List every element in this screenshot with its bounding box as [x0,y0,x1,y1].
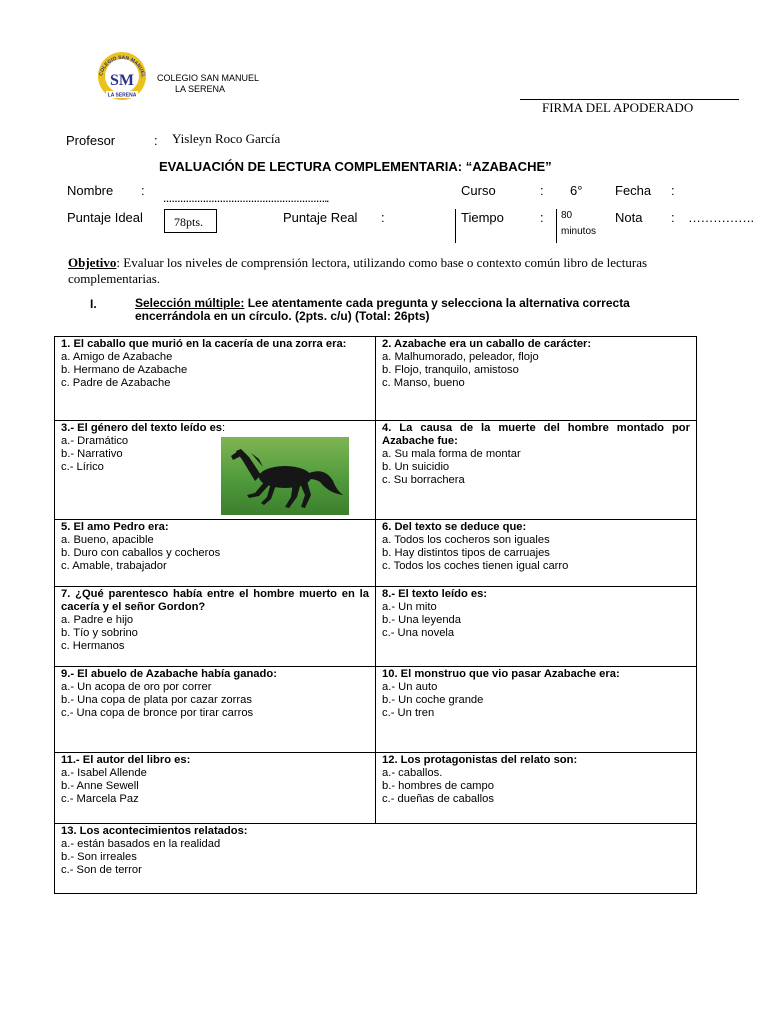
option[interactable]: b. Hermano de Azabache [61,364,188,376]
profesor-sep: : [154,133,158,148]
option[interactable]: b.- Una leyenda [382,614,461,626]
option[interactable]: b.- Una copa de plata por cazar zorras [61,694,252,706]
section-numeral: I. [90,297,97,311]
option[interactable]: b.- Narrativo [61,448,123,460]
option[interactable]: c. Amable, trabajador [61,560,167,572]
school-seal-logo [92,49,152,101]
option[interactable]: c.- Una copa de bronce por tirar carros [61,707,254,719]
puntaje-real-sep: : [381,210,385,225]
divider-line [556,209,557,243]
nombre-field[interactable]: ………………………………………………….. [163,194,329,204]
puntaje-ideal-label: Puntaje Ideal [67,210,143,225]
horse-image [221,437,349,515]
question-8: 8.- El texto leído es: a.- Un mito b.- Una leyenda c.- Una novela [376,587,696,640]
option[interactable]: a.- Dramático [61,435,129,447]
curso-sep: : [540,183,544,198]
curso-value: 6° [570,183,583,198]
page-title: EVALUACIÓN DE LECTURA COMPLEMENTARIA: “AZABACHE” [159,159,552,174]
option[interactable]: b. Hay distintos tipos de carruajes [382,547,550,559]
option[interactable]: c. Su borrachera [382,474,465,486]
profesor-name: Yisleyn Roco García [172,131,281,146]
option[interactable]: a. Su mala forma de montar [382,448,521,460]
option[interactable]: a.- Un mito [382,601,437,613]
section-instructions: Lee atentamente cada pregunta y selecciona la alternativa correcta encerrándola en un círculo. (2pts. c/u) (Total: 26pts) [135,296,630,323]
question-2: 2. Azabache era un caballo de carácter: a. Malhumorado, peleador, flojo b. Flojo, tranquilo, amistoso c. Manso, bueno [376,337,696,390]
option[interactable]: a. Bueno, apacible [61,534,154,546]
tiempo-label: Tiempo [461,210,504,225]
seal-text-bottom: LA SERENA [107,92,137,99]
nombre-label: Nombre [67,183,114,198]
school-name: COLEGIO SAN MANUEL LA SERENA [157,73,260,94]
option[interactable]: b. Duro con caballos y cocheros [61,547,221,559]
tiempo-sep: : [540,210,544,225]
option[interactable]: b.- Un coche grande [382,694,484,706]
puntaje-ideal-box: 78pts. [164,209,217,233]
option[interactable]: a.- están basados en la realidad [61,838,221,850]
divider-line [455,209,456,243]
nota-field[interactable]: ……………. [688,210,754,225]
signature-label: FIRMA DEL APODERADO [542,100,694,115]
fecha-sep: : [671,183,675,198]
section-heading [135,297,680,323]
fecha-label: Fecha [615,183,652,198]
question-9: 9.- El abuelo de Azabache había ganado: a.- Un acopa de oro por correr b.- Una copa de plata por cazar zorras c.- Una copa de bronce por tirar carros [55,667,375,720]
option[interactable]: a. Amigo de Azabache [61,351,173,363]
option[interactable]: c. Todos los coches tienen igual carro [382,560,569,572]
question-13: 13. Los acontecimientos relatados: a.- están basados en la realidad b.- Son irreales c.- Son de terror [55,824,696,877]
questions-table [54,336,697,894]
objective [68,255,693,287]
option[interactable]: a.- Isabel Allende [61,767,147,779]
puntaje-real-label: Puntaje Real [283,210,358,225]
section-title: Selección múltiple: [135,296,245,310]
option[interactable]: b. Un suicidio [382,461,450,473]
table-column-divider [375,337,376,823]
seal-monogram: SM [110,72,134,89]
tiempo-value: 80 [561,210,573,221]
option[interactable]: b.- Son irreales [61,851,137,863]
nota-sep: : [671,210,675,225]
question-3: 3.- El género del texto leído es: a.- Dramático b.- Narrativo c.- Lírico [55,421,375,474]
option[interactable]: c.- Un tren [382,707,435,719]
option[interactable]: c.- Marcela Paz [61,793,139,805]
objective-label: Objetivo [68,255,117,270]
objective-text: : Evaluar los niveles de comprensión lectora, utilizando como base o contexto común libro de lecturas complementarias. [68,255,648,286]
option[interactable]: c.- dueñas de caballos [382,793,494,805]
option[interactable]: a.- Un acopa de oro por correr [61,681,212,693]
nota-label: Nota [615,210,643,225]
option[interactable]: c.- Una novela [382,627,455,639]
question-7: 7. ¿Qué parentesco había entre el hombre muerto en la cacería y el señor Gordon? a. Padre e hijo b. Tío y sobrino c. Hermanos [61,588,369,652]
question-4: 4. La causa de la muerte del hombre montado por Azabache fue: a. Su mala forma de montar b. Un suicidio c. Su borrachera [382,422,690,486]
option[interactable]: a. Todos los cocheros son iguales [382,534,550,546]
option[interactable]: b. Tío y sobrino [61,627,138,639]
option[interactable]: c. Hermanos [61,640,125,652]
option[interactable]: b.- hombres de campo [382,780,494,792]
option[interactable]: b. Flojo, tranquilo, amistoso [382,364,519,376]
tiempo-unit: minutos [561,226,597,237]
option[interactable]: a.- Un auto [382,681,438,693]
question-5: 5. El amo Pedro era: a. Bueno, apacible b. Duro con caballos y cocheros c. Amable, trabajador [55,520,375,573]
option[interactable]: c. Manso, bueno [382,377,465,389]
seal-text-top: COLEGIO SAN MANUEL [98,54,146,78]
profesor-label: Profesor [66,133,116,148]
option[interactable]: c.- Son de terror [61,864,142,876]
option[interactable]: a.- caballos. [382,767,443,779]
nombre-sep: : [141,183,145,198]
question-6: 6. Del texto se deduce que: a. Todos los cocheros son iguales b. Hay distintos tipos de carruajes c. Todos los coches tienen igual carro [376,520,696,573]
question-11: 11.- El autor del libro es: a.- Isabel Allende b.- Anne Sewell c.- Marcela Paz [55,753,375,806]
curso-label: Curso [461,183,496,198]
question-12: 12. Los protagonistas del relato son: a.- caballos. b.- hombres de campo c.- dueñas de caballos [376,753,696,806]
option[interactable]: b.- Anne Sewell [61,780,139,792]
question-1: 1. El caballo que murió en la cacería de una zorra era: a. Amigo de Azabache b. Hermano de Azabache c. Padre de Azabache [55,337,375,390]
option[interactable]: a. Malhumorado, peleador, flojo [382,351,539,363]
option[interactable]: c.- Lírico [61,461,104,473]
option[interactable]: a. Padre e hijo [61,614,134,626]
option[interactable]: c. Padre de Azabache [61,377,171,389]
question-10: 10. El monstruo que vio pasar Azabache era: a.- Un auto b.- Un coche grande c.- Un tren [376,667,696,720]
